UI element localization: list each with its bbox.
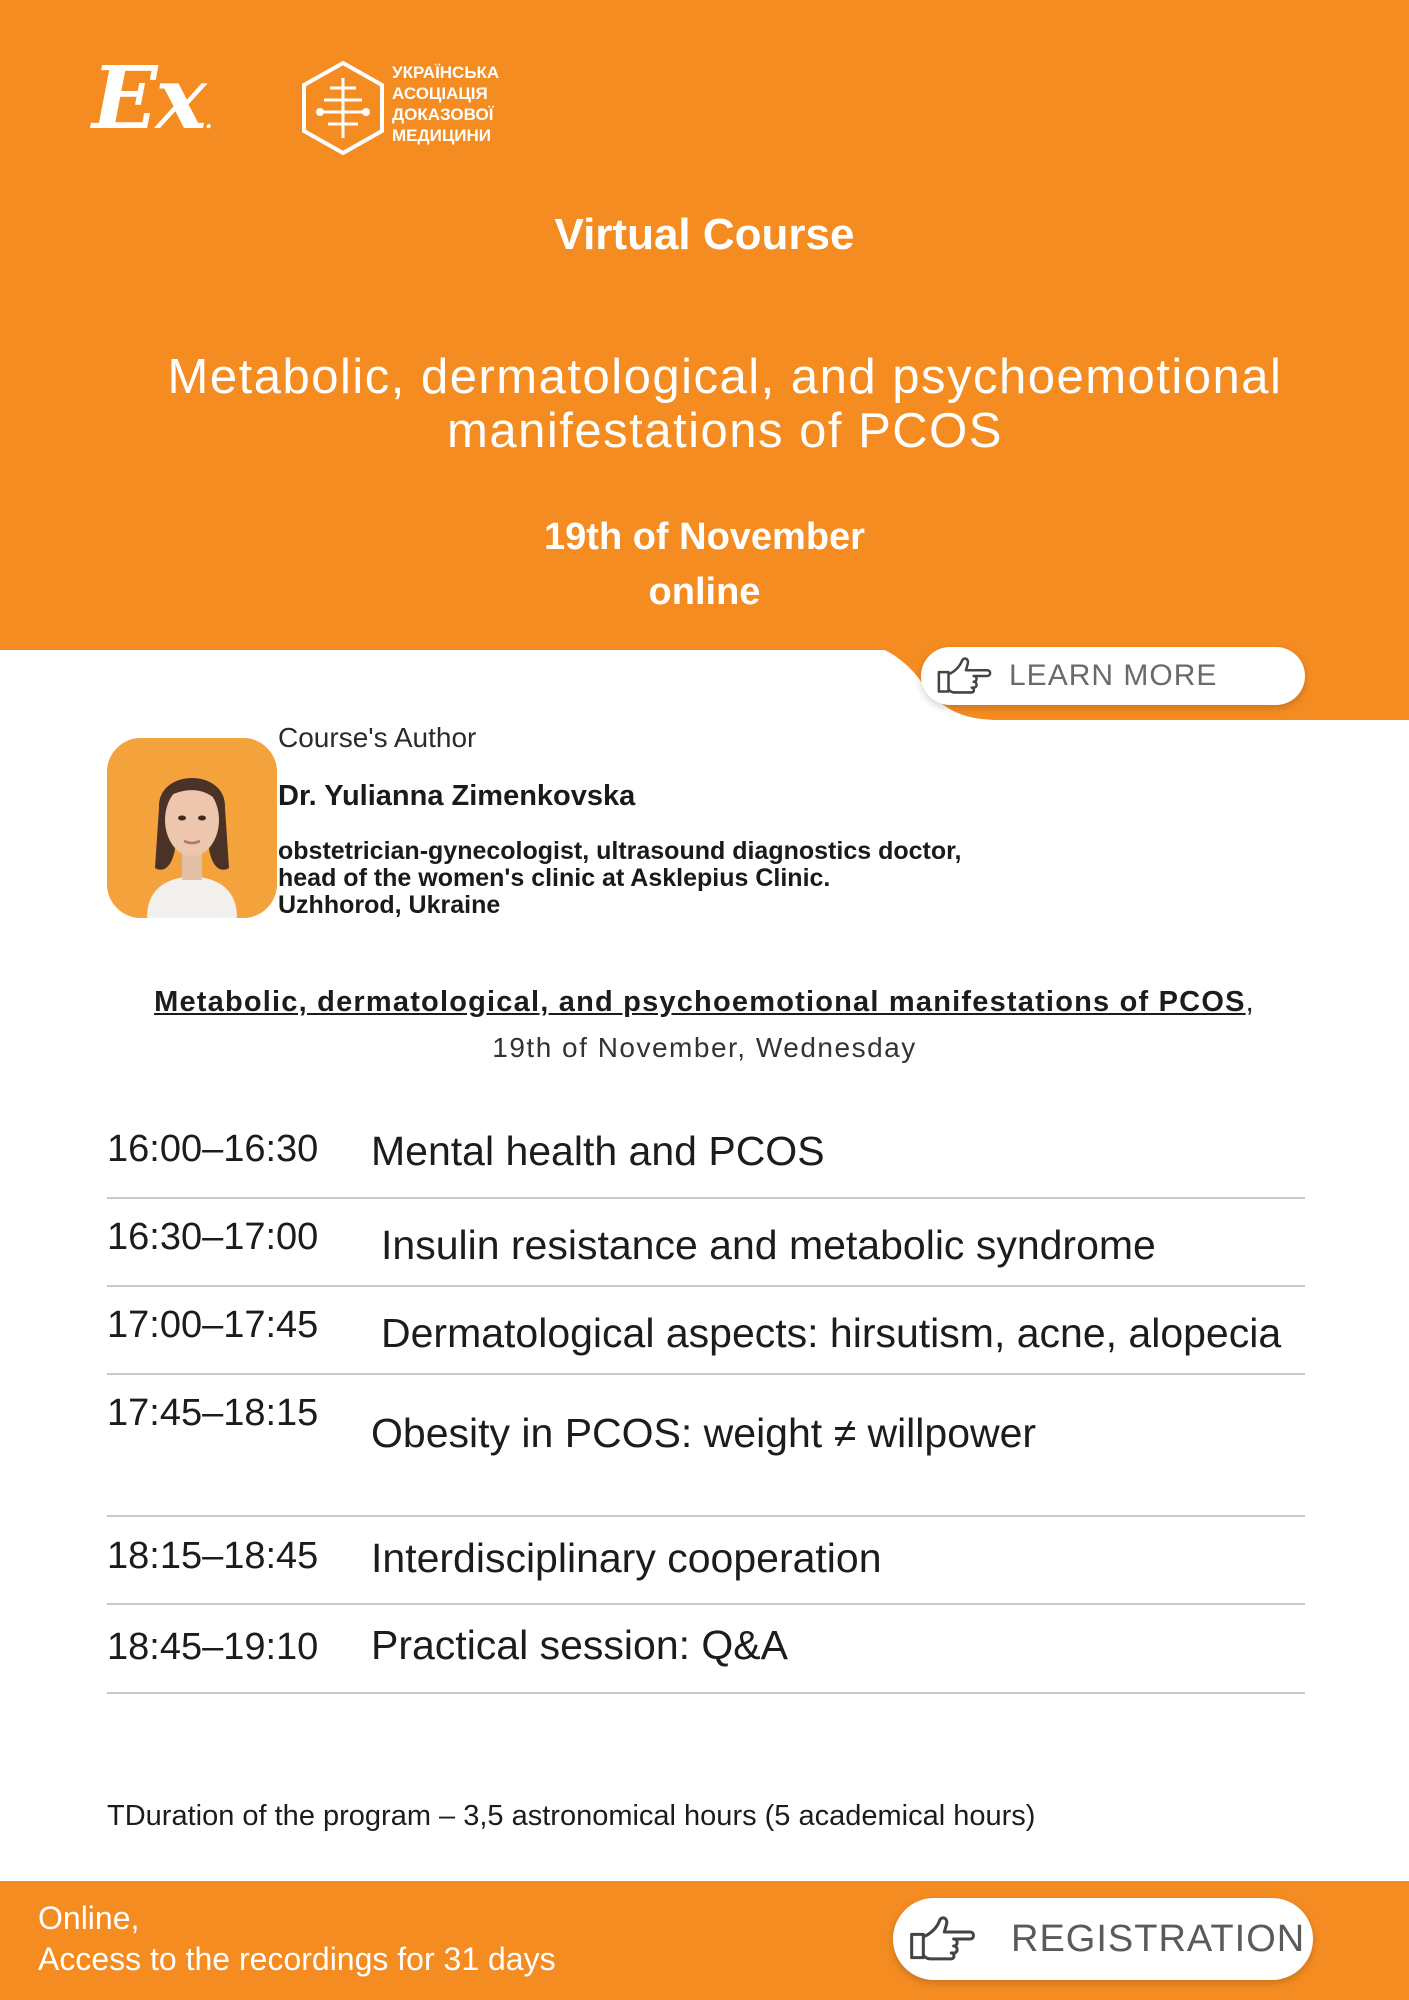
learn-more-label: LEARN MORE [1009,659,1218,692]
row-divider [107,1373,1305,1375]
course-title: Metabolic, dermatological, and psychoemotional manifestations of PCOS [167,350,1283,458]
author-section-label: Course's Author [278,722,477,753]
footer-info: Online, Access to the recordings for 31 days [38,1900,556,1977]
schedule-topic: Practical session: Q&A [371,1622,788,1668]
schedule-time: 18:15–18:45 [107,1535,319,1577]
program-duration: TDuration of the program – 3,5 astronomical hours (5 academical hours) [107,1800,1036,1832]
schedule-time: 18:45–19:10 [107,1626,319,1668]
registration-button[interactable] [893,1898,1313,1980]
schedule-topic: Obesity in PCOS: weight ≠ willpower [371,1410,1037,1456]
row-divider [107,1515,1305,1517]
schedule-time: 17:00–17:45 [107,1304,319,1346]
schedule-topic: Insulin resistance and metabolic syndrome [381,1222,1156,1268]
program-date: 19th of November, Wednesday [492,1032,917,1063]
pointing-hand-icon [935,652,993,700]
pointing-hand-icon [907,1910,977,1968]
association-name: УКРАЇНСЬКА АСОЦІАЦІЯ ДОКАЗОВОЇ МЕДИЦИНИ [392,63,500,145]
row-divider [107,1692,1305,1694]
row-divider [107,1197,1305,1199]
author-avatar [107,738,277,918]
course-date: 19th of November online [544,516,865,613]
program-title: Metabolic, dermatological, and psychoemotional manifestations of PCOS, [154,986,1255,1018]
schedule-topic: Interdisciplinary cooperation [371,1535,882,1581]
row-divider [107,1603,1305,1605]
registration-label: REGISTRATION [1011,1917,1306,1960]
schedule-topic: Mental health and PCOS [371,1128,825,1174]
course-type-label: Virtual Course [554,210,855,259]
author-name: Dr. Yulianna Zimenkovska [278,780,636,812]
schedule-time: 16:00–16:30 [107,1128,319,1170]
schedule-time: 16:30–17:00 [107,1216,319,1258]
row-divider [107,1285,1305,1287]
association-emblem-icon [300,60,386,156]
author-role: obstetrician-gynecologist, ultrasound diagnostics doctor, head of the women's clinic at Asklepius Clinic. Uzhhorod, Ukraine [278,837,962,919]
learn-more-button[interactable] [921,647,1305,705]
schedule-time: 17:45–18:15 [107,1392,319,1434]
schedule-topic: Dermatological aspects: hirsutism, acne, alopecia [381,1310,1282,1356]
ex-logo: Ex. [92,48,213,149]
